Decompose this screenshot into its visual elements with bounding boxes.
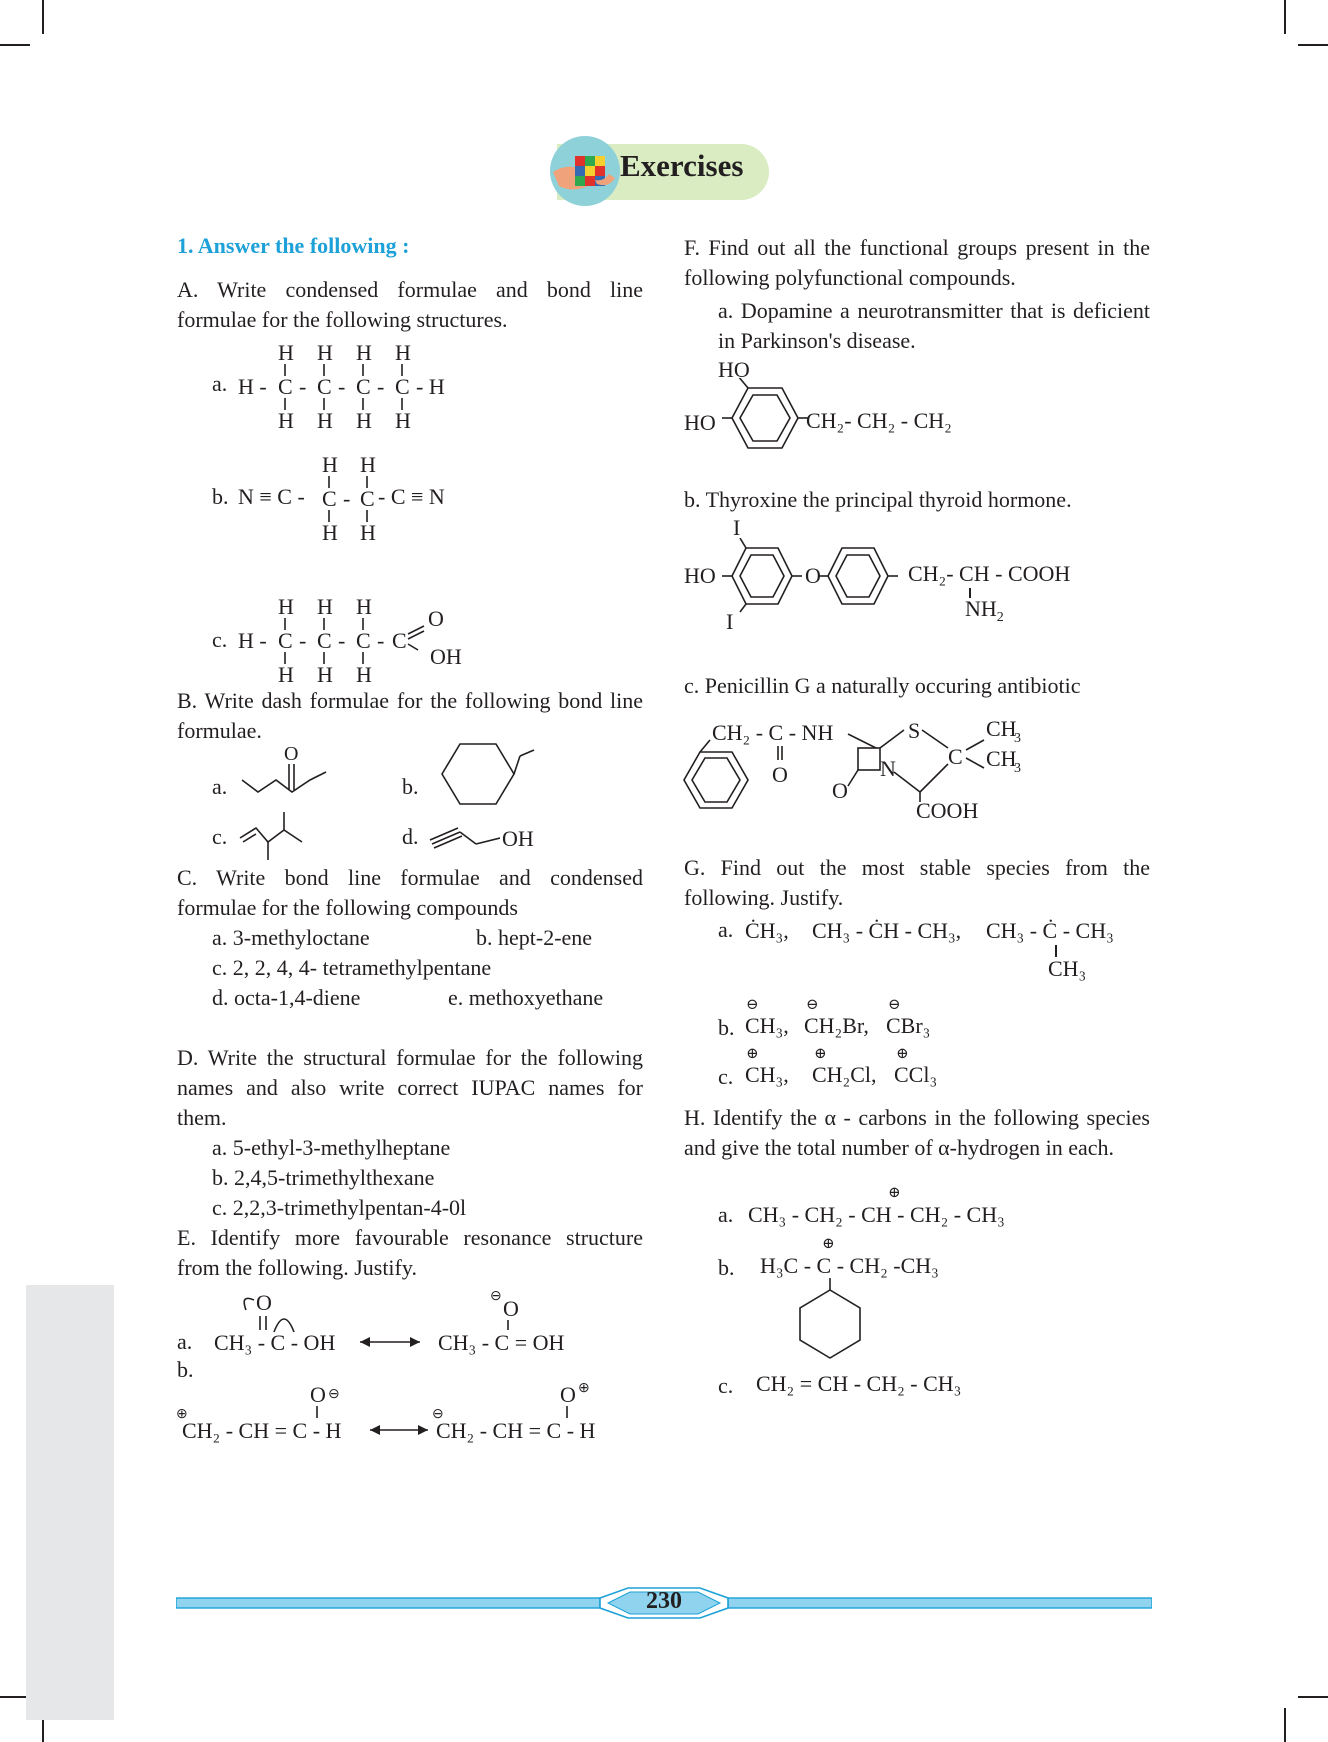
f-item-c-text: c. Penicillin G a naturally occuring antibiotic xyxy=(684,673,1081,698)
structure-b-left: N ≡ C - xyxy=(238,484,305,509)
svg-text:H: H xyxy=(360,520,376,545)
carbocation-sign: ⊕ xyxy=(814,1046,827,1062)
svg-text:H: H xyxy=(278,662,294,687)
c-item-a: a. 3-methyloctane xyxy=(212,925,370,950)
d-item-c: c. 2,2,3-trimethylpentan-4-0l xyxy=(212,1195,467,1220)
svg-text:O: O xyxy=(772,762,788,787)
carbocation-sign: ⊕ xyxy=(896,1046,909,1062)
h-label-b: b. xyxy=(718,1255,735,1280)
svg-text:H: H xyxy=(356,662,372,687)
svg-text:-: - xyxy=(338,374,346,399)
page-number: 230 xyxy=(646,1588,682,1614)
g-c-species-3: CCl₃ xyxy=(894,1062,938,1087)
svg-text:O: O xyxy=(256,1290,272,1315)
structure-a-butane xyxy=(236,338,456,434)
svg-text:H: H xyxy=(278,408,294,433)
resonance-b-left: CH₂ - CH = C - H xyxy=(182,1418,342,1443)
f-item-a-text: a. Dopamine a neurotransmitter that is deficient in Parkinson's disease. xyxy=(718,298,1150,353)
penicillin-side-chain: CH₂ - C - NH xyxy=(712,720,834,745)
resonance-b-right: CH₂ - CH = C - H xyxy=(436,1418,596,1443)
g-label-b: b. xyxy=(718,1015,735,1040)
dopamine-ho-top: HO xyxy=(718,357,750,382)
crop-mark xyxy=(42,0,44,34)
d-item-a: a. 5-ethyl-3-methylheptane xyxy=(212,1135,451,1160)
bond-line-a xyxy=(238,742,328,802)
c-item-b: b. hept-2-ene xyxy=(476,925,593,950)
c-item-e: e. methoxyethane xyxy=(448,985,604,1010)
carbanion-sign: ⊖ xyxy=(746,997,759,1013)
g-a-species-2: CH₃ - ĊH - CH₃, xyxy=(812,918,962,943)
structure-b-right: - C ≡ N xyxy=(378,484,445,509)
question-c-text: C. Write bond line formulae and condensed formulae for the following compounds xyxy=(177,865,643,920)
b-label-a: a. xyxy=(212,774,228,799)
svg-text:O: O xyxy=(832,778,848,803)
svg-text:⊖: ⊖ xyxy=(490,1289,502,1304)
thyroxine-o-bridge: O xyxy=(805,563,821,588)
svg-text:H: H xyxy=(356,340,372,365)
structure-c-label: c. xyxy=(212,627,228,652)
svg-text:3: 3 xyxy=(1014,731,1021,746)
svg-text:-: - xyxy=(343,486,351,511)
question-e-text: E. Identify more favourable resonance structure from the following. Justify. xyxy=(177,1225,643,1280)
e-label-b: b. xyxy=(177,1357,194,1382)
svg-text:C: C xyxy=(360,486,375,511)
bond-line-c xyxy=(238,808,310,862)
structure-c-oxygen: O xyxy=(428,606,444,631)
svg-text:S: S xyxy=(908,720,921,743)
c-item-c: c. 2, 2, 4, 4- tetramethylpentane xyxy=(212,955,492,980)
svg-text:C: C xyxy=(278,374,293,399)
svg-text:H: H xyxy=(317,594,333,619)
b-label-d: d. xyxy=(402,824,419,849)
rubiks-hand-icon xyxy=(545,134,625,208)
question-g-text: G. Find out the most stable species from the following. Justify. xyxy=(684,855,1150,910)
sidebar-tab xyxy=(26,1285,114,1720)
e-label-a: a. xyxy=(177,1329,193,1354)
svg-text:C: C xyxy=(317,374,332,399)
h-label-c: c. xyxy=(718,1373,734,1398)
svg-text:H: H xyxy=(395,340,411,365)
crop-mark xyxy=(0,44,30,46)
structure-c-hydroxyl: OH xyxy=(430,644,462,669)
h-b-chain: H₃C - C - CH₂ -CH₃ xyxy=(760,1253,939,1278)
g-c-species-1: CH₃, xyxy=(745,1062,789,1087)
thyroxine-i-bottom: I xyxy=(726,609,734,634)
svg-text:C: C xyxy=(948,744,963,769)
question-d-text: D. Write the structural formulae for the following names and also write correct IUPAC names for them. xyxy=(177,1045,643,1130)
svg-text:H -: H - xyxy=(238,628,267,653)
thyroxine-i-top: I xyxy=(733,515,741,540)
resonance-a-right: CH₃ - C = OH xyxy=(438,1330,565,1355)
dopamine-ho-left: HO xyxy=(684,410,716,435)
svg-text:H: H xyxy=(322,452,338,477)
g-b-species-1: CH₃, xyxy=(745,1013,789,1038)
c-item-d: d. octa-1,4-diene xyxy=(212,985,361,1010)
svg-text:N: N xyxy=(880,756,896,781)
penicillin-cooh: COOH xyxy=(916,798,979,823)
carbanion-sign: ⊖ xyxy=(806,997,819,1013)
b-label-c: c. xyxy=(212,824,228,849)
d-item-b: b. 2,4,5-trimethylthexane xyxy=(212,1165,435,1190)
thyroxine-nh2: $NH_2$ xyxy=(965,596,1004,625)
structure-b-label: b. xyxy=(212,484,229,509)
dopamine-chain: CH₂- CH₂ - CH₂ xyxy=(806,408,952,433)
carbocation-sign: ⊕ xyxy=(822,1236,835,1252)
svg-text:H: H xyxy=(395,408,411,433)
svg-text:⊕: ⊕ xyxy=(176,1407,188,1422)
dopamine-ring xyxy=(720,378,810,458)
svg-text:O: O xyxy=(310,1382,326,1407)
g-c-species-2: CH₂Cl, xyxy=(812,1062,877,1087)
svg-text:O: O xyxy=(503,1296,519,1321)
svg-text:C: C xyxy=(278,628,293,653)
h-b-cyclohexyl xyxy=(796,1278,866,1362)
svg-text:- H: - H xyxy=(416,374,445,399)
nh2-text: NH xyxy=(965,596,997,621)
question-1-title: 1. Answer the following : xyxy=(177,233,410,258)
svg-text:H: H xyxy=(278,594,294,619)
page-title: Exercises xyxy=(620,148,744,183)
question-f-text: F. Find out all the functional groups present in the following polyfunctional compounds. xyxy=(684,235,1150,290)
h-c-chain: CH₂ = CH - CH₂ - CH₃ xyxy=(756,1371,962,1396)
svg-text:C: C xyxy=(356,628,371,653)
svg-text:O: O xyxy=(284,743,299,765)
svg-text:H: H xyxy=(360,452,376,477)
svg-text:C: C xyxy=(392,628,407,653)
svg-text:-: - xyxy=(338,628,346,653)
svg-text:C: C xyxy=(317,628,332,653)
crop-mark xyxy=(1298,1696,1328,1698)
svg-text:⊖: ⊖ xyxy=(432,1407,444,1422)
carbocation-sign: ⊕ xyxy=(746,1046,759,1062)
f-item-b-text: b. Thyroxine the principal thyroid hormone. xyxy=(684,487,1072,512)
svg-text:-: - xyxy=(299,628,307,653)
bond-line-d xyxy=(428,818,500,852)
structure-a-label: a. xyxy=(212,371,228,396)
g-b-species-3: CBr₃ xyxy=(886,1013,931,1038)
svg-text:C: C xyxy=(322,486,337,511)
svg-text:H: H xyxy=(317,340,333,365)
svg-text:H: H xyxy=(356,408,372,433)
g-label-c: c. xyxy=(718,1064,734,1089)
g-a-species-1: ĊH₃, xyxy=(745,918,789,943)
g-label-a: a. xyxy=(718,917,734,942)
g-a-species-3: CH₃ - Ċ - CH₃ xyxy=(986,918,1114,943)
svg-text:3: 3 xyxy=(1014,761,1021,776)
h-a-chain: CH₃ - CH₂ - CH - CH₂ - CH₃ xyxy=(748,1202,1005,1227)
svg-text:H: H xyxy=(317,408,333,433)
bond-line-b-cyclohexane xyxy=(438,738,538,812)
bond-line-d-oh: OH xyxy=(502,826,534,851)
svg-text:H: H xyxy=(278,340,294,365)
svg-text:CH: CH xyxy=(986,746,1017,771)
crop-mark xyxy=(1284,1708,1286,1742)
svg-text:⊖: ⊖ xyxy=(328,1387,340,1402)
svg-text:H: H xyxy=(322,520,338,545)
svg-text:-: - xyxy=(377,628,385,653)
question-b-text: B. Write dash formulae for the following bond line formulae. xyxy=(177,688,643,743)
svg-text:C: C xyxy=(356,374,371,399)
b-label-b: b. xyxy=(402,774,419,799)
carbocation-sign: ⊕ xyxy=(888,1185,901,1201)
h-label-a: a. xyxy=(718,1202,734,1227)
svg-text:⊕: ⊕ xyxy=(578,1381,590,1396)
thyroxine-ho: HO xyxy=(684,563,716,588)
question-h-text: H. Identify the α - carbons in the following species and give the total number of α-hydrogen in each. xyxy=(684,1105,1150,1160)
crop-mark xyxy=(1298,44,1328,46)
carbanion-sign: ⊖ xyxy=(888,997,901,1013)
svg-text:-: - xyxy=(299,374,307,399)
svg-text:C: C xyxy=(395,374,410,399)
svg-text:H: H xyxy=(317,662,333,687)
svg-text:-: - xyxy=(377,374,385,399)
svg-text:H -: H - xyxy=(238,374,267,399)
question-a-text: A. Write condensed formulae and bond line formulae for the following structures. xyxy=(177,277,643,332)
g-b-species-2: CH₂Br, xyxy=(804,1013,869,1038)
svg-text:CH: CH xyxy=(986,720,1017,741)
penicillin-structure xyxy=(680,720,1060,830)
thyroxine-chain: CH₂- CH - COOH xyxy=(908,561,1071,586)
g-a-branch: CH₃ xyxy=(1048,956,1087,981)
resonance-a-left: CH₃ - C - OH xyxy=(214,1330,336,1355)
svg-text:H: H xyxy=(356,594,372,619)
svg-text:O: O xyxy=(560,1382,576,1407)
crop-mark xyxy=(1284,0,1286,34)
